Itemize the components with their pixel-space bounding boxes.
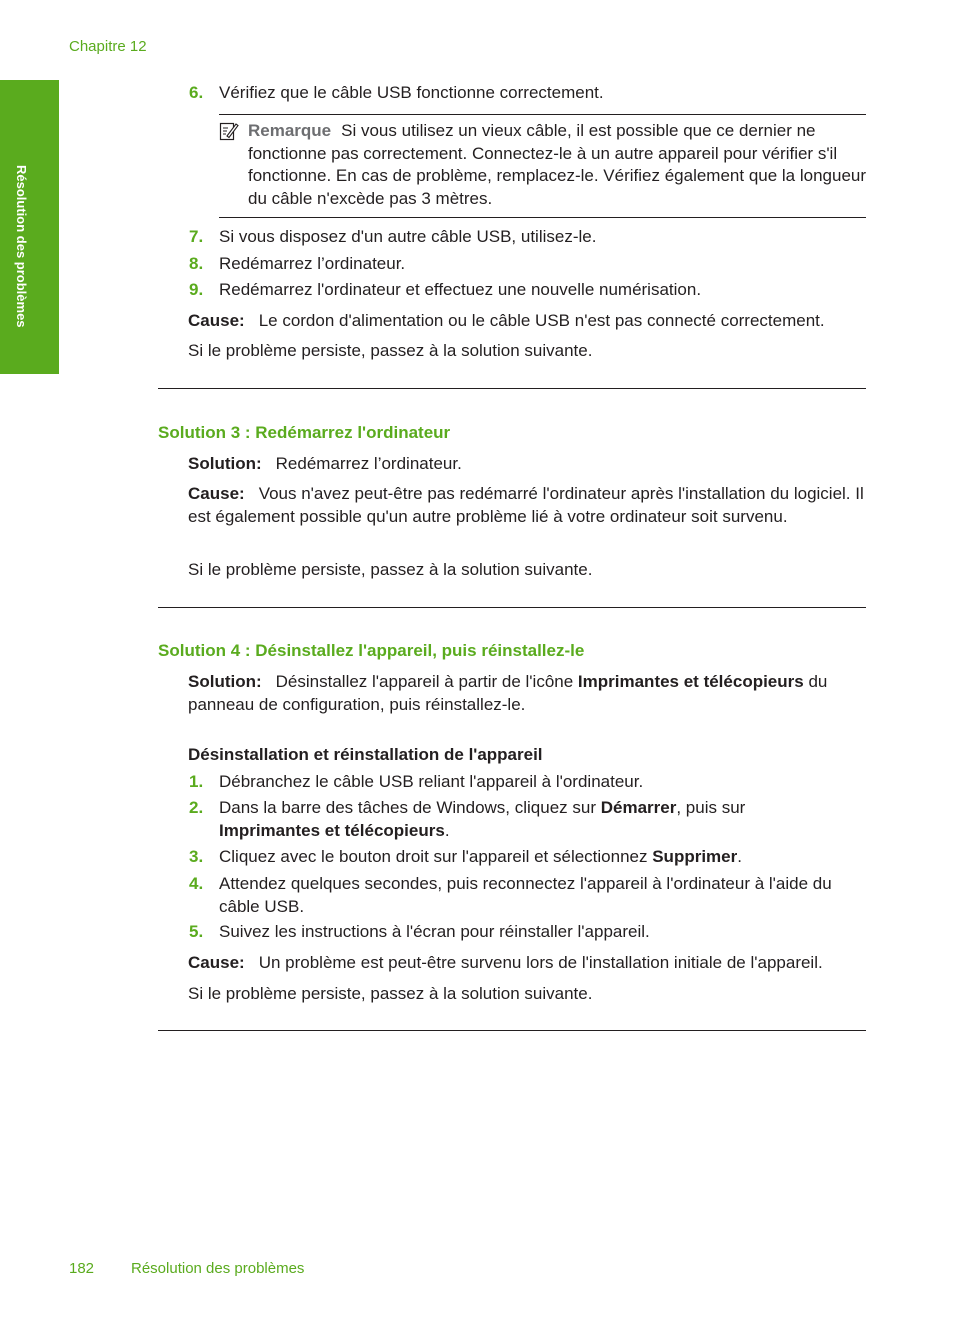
solution-heading: Solution 3 : Redémarrez l'ordinateur (158, 423, 451, 442)
step-text: , puis sur (676, 798, 746, 817)
cause-text: Un problème est peut-être survenu lors de l'installation initiale de l'appareil. (258, 953, 823, 972)
cause-text: Le cordon d'alimentation ou le câble USB n'est pas connecté correctement. (258, 311, 825, 330)
note-pad-icon (219, 121, 239, 141)
list-number: 6. (189, 83, 204, 102)
step-item: Attendez quelques secondes, puis reconnectez l'appareil à l'ordinateur à l'aide du câble USB. (219, 874, 832, 916)
note-text (248, 120, 870, 210)
cause-paragraph (188, 310, 873, 333)
step-item: Débranchez le câble USB reliant l'appareil à l'ordinateur. (219, 772, 644, 791)
side-tab-label: Résolution des problèmes (14, 165, 29, 328)
note-top-rule (219, 114, 866, 115)
chapter-header: Chapitre 12 (69, 38, 147, 55)
section-rule (158, 607, 866, 608)
solution-bold-text: Imprimantes et télécopieurs (577, 672, 804, 691)
list-number: 7. (189, 227, 204, 246)
subheading: Désinstallation et réinstallation de l'appareil (188, 745, 543, 764)
section-rule (158, 1030, 866, 1031)
list-item: Si vous disposez d'un autre câble USB, utilisez-le. (219, 227, 597, 246)
solution-text: Désinstallez l'appareil à partir de l'icône (275, 672, 578, 691)
list-item: Redémarrez l'ordinateur et effectuez une nouvelle numérisation. (219, 280, 702, 299)
list-number: 8. (189, 254, 204, 273)
note-label: Remarque (248, 121, 332, 140)
persist-paragraph: Si le problème persiste, passez à la solution suivante. (188, 341, 593, 360)
step-text: Dans la barre des tâches de Windows, cliquez sur (219, 798, 601, 817)
list-item: Redémarrez l’ordinateur. (219, 254, 406, 273)
step-text: Cliquez avec le bouton droit sur l'appareil et sélectionnez (219, 847, 653, 866)
solution-text: Redémarrez l’ordinateur. (275, 454, 462, 473)
step-item (219, 797, 869, 842)
list-item: Vérifiez que le câble USB fonctionne correctement. (219, 83, 604, 102)
side-tab (0, 80, 59, 374)
cause-text: Vous n'avez peut-être pas redémarré l'ordinateur après l'installation du logiciel. Il est également possible qu'un autre problème lié à votre ordinateur soit survenu. (188, 484, 864, 526)
cause-label: Cause: (188, 311, 245, 330)
step-item (219, 846, 869, 869)
solution-label: Solution: (188, 672, 262, 691)
step-text: . (444, 820, 450, 840)
cause-paragraph (188, 483, 873, 528)
step-item: Suivez les instructions à l'écran pour réinstaller l'appareil. (219, 922, 650, 941)
page-number: 182 (69, 1260, 95, 1277)
cause-paragraph (188, 952, 873, 975)
footer-title: Résolution des problèmes (131, 1260, 305, 1277)
solution-paragraph (188, 453, 873, 476)
section-rule (158, 388, 866, 389)
step-number: 4. (189, 874, 204, 893)
persist-paragraph: Si le problème persiste, passez à la solution suivante. (188, 560, 593, 579)
solution-text-end: du panneau de configuration, puis réinstallez-le. (188, 672, 828, 714)
note-bottom-rule (219, 217, 866, 218)
list-number: 9. (189, 280, 204, 299)
solution-label: Solution: (188, 454, 262, 473)
persist-paragraph: Si le problème persiste, passez à la solution suivante. (188, 984, 593, 1003)
solution-paragraph (188, 671, 873, 716)
step-bold-text: Imprimantes et télécopieurs (219, 820, 445, 840)
step-bold-text: Démarrer (600, 798, 677, 817)
step-number: 2. (189, 798, 204, 817)
step-bold-text: Supprimer (652, 847, 738, 866)
step-number: 3. (189, 847, 204, 866)
cause-label: Cause: (188, 484, 245, 503)
note-body: Si vous utilisez un vieux câble, il est possible que ce dernier ne fonctionne pas correctement. Connectez-le à un autre appareil pour vérifier s'il fonctionne. En cas de problème, remplacez-le. Vérifiez également que la longueur du câble n'excède pas 3 mètres. (248, 121, 867, 208)
solution-heading: Solution 4 : Désinstallez l'appareil, puis réinstallez-le (158, 641, 585, 660)
step-number: 5. (189, 922, 204, 941)
step-number: 1. (189, 772, 204, 791)
step-text: . (737, 847, 742, 866)
cause-label: Cause: (188, 953, 245, 972)
